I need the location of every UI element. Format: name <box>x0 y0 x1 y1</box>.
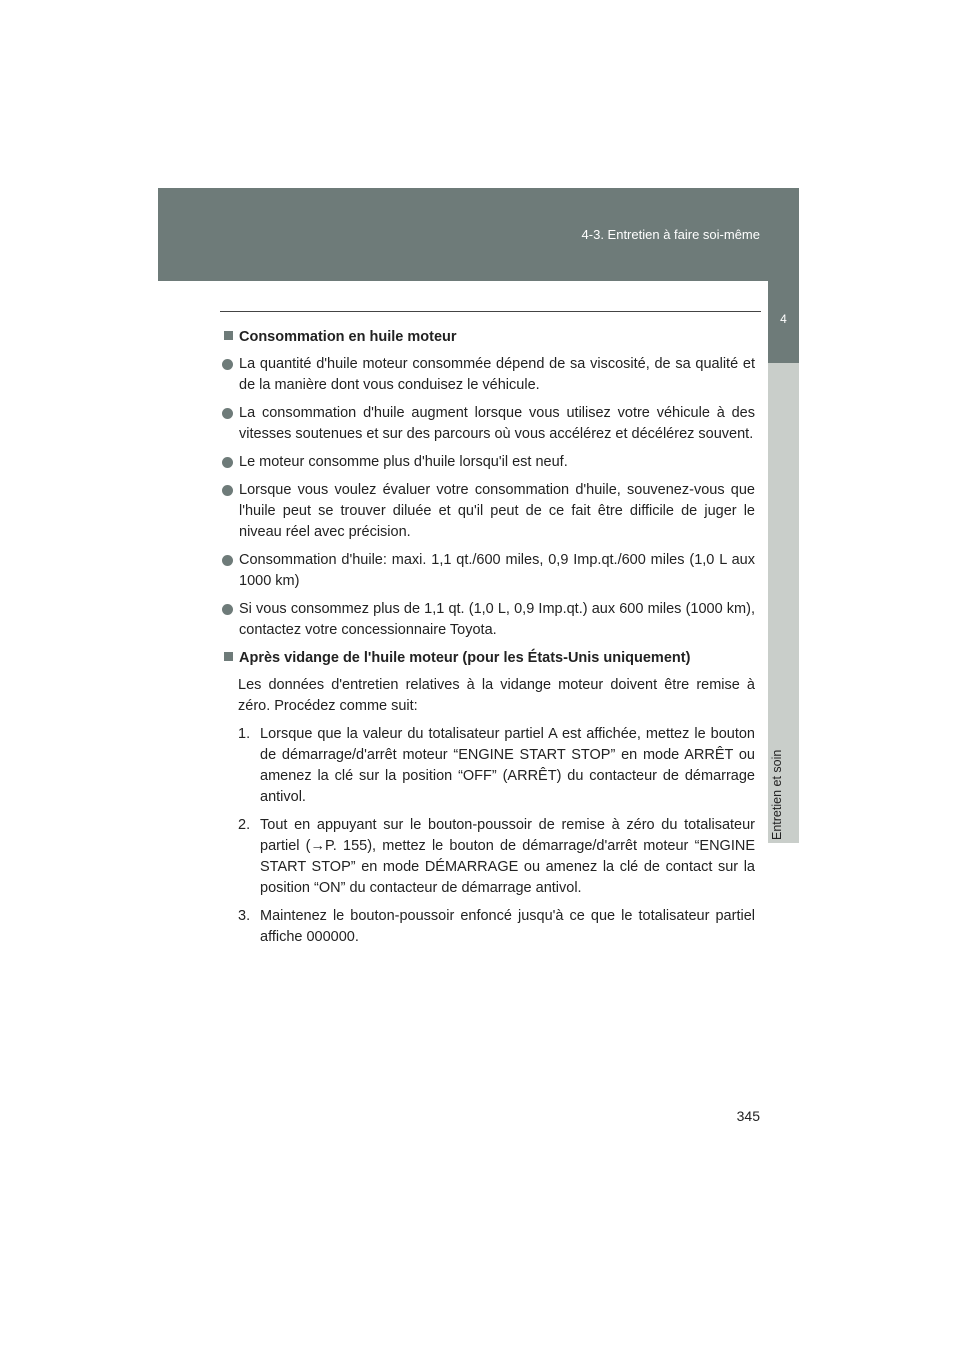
section-heading: Consommation en huile moteur <box>220 327 755 348</box>
list-item: La quantité d'huile moteur consommée dépend de sa viscosité, de sa qualité et de la manière dont vous conduisez le véhicule. <box>220 354 755 396</box>
step-item: 1. Lorsque que la valeur du totalisateur partiel A est affichée, mettez le bouton de démarrage/d'arrêt moteur “ENGINE START STOP” en mode ARRÊT ou amenez la clé sur la position “OFF” (ARRÊT) du contacteur de démarrage antivol. <box>238 726 755 805</box>
section-heading: Après vidange de l'huile moteur (pour les États-Unis uniquement) <box>220 648 755 669</box>
square-bullet-icon <box>224 331 233 340</box>
round-bullet-icon <box>222 485 233 496</box>
chapter-number: 4 <box>780 312 787 326</box>
page-content <box>220 327 755 955</box>
round-bullet-icon <box>222 457 233 468</box>
page-number: 345 <box>736 1108 760 1124</box>
round-bullet-icon <box>222 604 233 615</box>
list-item: La consommation d'huile augment lorsque vous utilisez votre véhicule à des vitesses soutenues et sur des parcours où vous accélérez et décélérez souvent. <box>220 403 755 445</box>
round-bullet-icon <box>222 408 233 419</box>
section-header: 4-3. Entretien à faire soi-même <box>581 227 760 242</box>
list-item: Le moteur consomme plus d'huile lorsqu'il est neuf. <box>220 452 755 473</box>
round-bullet-icon <box>222 555 233 566</box>
round-bullet-icon <box>222 359 233 370</box>
square-bullet-icon <box>224 652 233 661</box>
list-item: Si vous consommez plus de 1,1 qt. (1,0 L, 0,9 Imp.qt.) aux 600 miles (1000 km), contactez votre concessionnaire Toyota. <box>220 599 755 641</box>
step-item: 2. Tout en appuyant sur le bouton-poussoir de remise à zéro du totalisateur partiel (→P. 155), mettez le bouton de démarrage/d'arrêt moteur “ENGINE START STOP” en mode DÉMARRAGE ou amenez la clé de contact sur la position “ON” du contacteur de démarrage antivol. <box>238 817 755 896</box>
chapter-label: Entretien et soin <box>770 749 784 840</box>
section-intro: Les données d'entretien relatives à la vidange moteur doivent être remise à zéro. Procédez comme suit: <box>238 677 755 714</box>
header-rule <box>220 311 761 312</box>
list-item: Lorsque vous voulez évaluer votre consommation d'huile, souvenez-vous que l'huile peut se trouver diluée et qu'il peut de ce fait être difficile de juger le niveau réel avec précision. <box>220 480 755 543</box>
list-item: Consommation d'huile: maxi. 1,1 qt./600 miles, 0,9 Imp.qt./600 miles (1,0 L aux 1000 km) <box>220 550 755 592</box>
step-item: 3. Maintenez le bouton-poussoir enfoncé jusqu'à ce que le totalisateur partiel affiche 000000. <box>238 908 755 945</box>
